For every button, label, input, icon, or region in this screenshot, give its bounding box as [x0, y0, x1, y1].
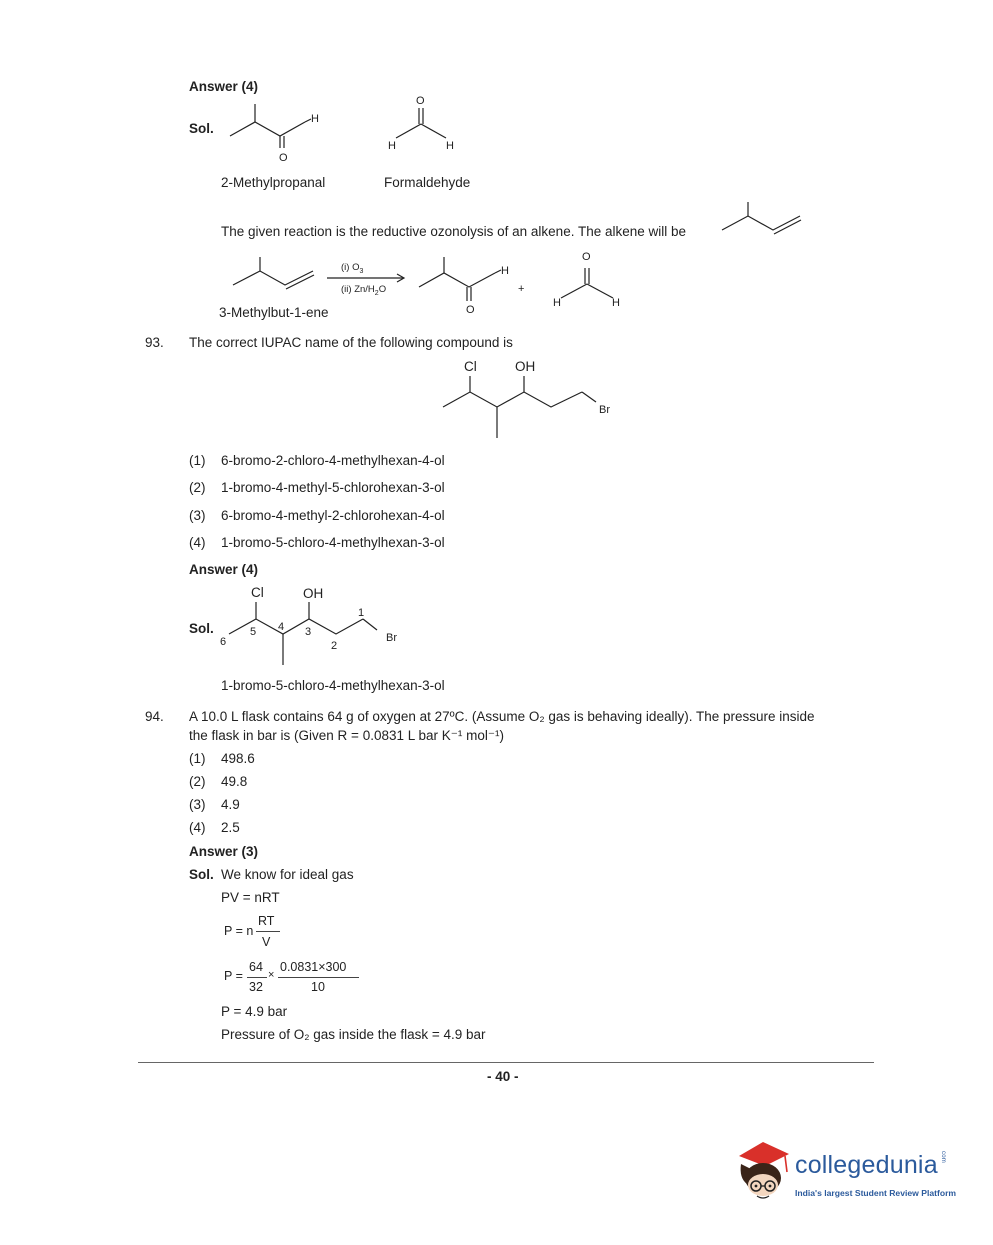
- locant-2: 2: [331, 640, 338, 652]
- footer-divider: [138, 1062, 874, 1063]
- q93-option-3: 6-bromo-4-methyl-2-chlorohexan-4-ol: [221, 508, 445, 523]
- locant-4: 4: [278, 621, 285, 633]
- q93-option-1-num: (1): [189, 453, 206, 468]
- atom-o: O: [416, 95, 425, 107]
- q94-option-1: 498.6: [221, 751, 255, 766]
- name-2-methylpropanal: 2-Methylpropanal: [221, 175, 326, 190]
- locant-6: 6: [220, 636, 227, 648]
- atom-h: H: [388, 140, 396, 152]
- atom-oh: OH: [303, 586, 324, 601]
- fraction-bar: [247, 977, 267, 978]
- q93-result-name: 1-bromo-5-chloro-4-methylhexan-3-ol: [221, 678, 445, 693]
- q93-option-1: 6-bromo-2-chloro-4-methylhexan-4-ol: [221, 453, 445, 468]
- plus-sign: +: [518, 283, 525, 295]
- atom-h: H: [501, 265, 509, 277]
- reagent-zinc: (ii) $Zn/H_2O$: [341, 284, 387, 297]
- logo-tagline: India's largest Student Review Platform: [795, 1188, 957, 1198]
- q94-question-line-1: A 10.0 L flask contains 64 g of oxygen at 27ºC. (Assume O₂ gas is behaving ideally). The pressure inside: [189, 709, 815, 724]
- atom-h: H: [553, 297, 561, 309]
- fraction-bar: [256, 931, 280, 932]
- q94-sol-text: We know for ideal gas: [221, 867, 354, 882]
- q94-option-1-num: (1): [189, 751, 206, 766]
- q94-conclusion: Pressure of O₂ gas inside the flask = 4.9 bar: [221, 1027, 486, 1042]
- q92-explanation: The given reaction is the reductive ozonolysis of an alkene. The alkene will be: [221, 224, 687, 239]
- q94-answer: Answer (3): [189, 844, 259, 859]
- q94-option-4: 2.5: [221, 820, 240, 835]
- q93-number: 93.: [145, 335, 164, 350]
- q92-answer: Answer (4): [189, 79, 259, 94]
- q93-option-4-num: (4): [189, 535, 206, 550]
- page-number: - 40 -: [487, 1069, 519, 1084]
- atom-br: Br: [599, 404, 610, 416]
- q93-option-4: 1-bromo-5-chloro-4-methylhexan-3-ol: [221, 535, 445, 550]
- equation-calc-num-1: 64: [249, 960, 263, 974]
- atom-br: Br: [386, 632, 397, 644]
- q93-option-2-num: (2): [189, 480, 206, 495]
- q94-question-line-2: the flask in bar is (Given R = 0.0831 L bar K⁻¹ mol⁻¹): [189, 728, 505, 743]
- q94-option-3: 4.9: [221, 797, 240, 812]
- q94-option-3-num: (3): [189, 797, 206, 812]
- equation-ideal-gas: PV = nRT: [221, 890, 280, 905]
- atom-cl: Cl: [251, 585, 264, 600]
- atom-o: O: [279, 152, 288, 164]
- q92-sol-label: Sol.: [189, 121, 214, 136]
- name-formaldehyde: Formaldehyde: [384, 175, 471, 190]
- equation-calc-den-1: 32: [249, 980, 263, 994]
- name-3-methylbut-1-ene: 3-Methylbut-1-ene: [219, 305, 329, 320]
- methylbutene-structure: [225, 255, 325, 305]
- equation-calc-num-2: 0.0831×300: [280, 960, 347, 974]
- equation-p-numerator: RT: [258, 914, 275, 928]
- collegedunia-logo: collegedunia com: [795, 1151, 946, 1179]
- atom-o: O: [466, 304, 475, 316]
- times-sign: ×: [268, 969, 275, 981]
- alkene-inline-structure: [718, 200, 808, 245]
- q94-option-2-num: (2): [189, 774, 206, 789]
- equation-p-lhs: P = n: [224, 924, 254, 938]
- locant-1: 1: [358, 607, 365, 619]
- q94-number: 94.: [145, 709, 164, 724]
- q93-sol-label: Sol.: [189, 621, 214, 636]
- equation-result: P = 4.9 bar: [221, 1004, 288, 1019]
- q93-option-3-num: (3): [189, 508, 206, 523]
- collegedunia-mascot-icon: [733, 1138, 793, 1208]
- q94-option-2: 49.8: [221, 774, 248, 789]
- atom-o: O: [582, 251, 591, 263]
- atom-h: H: [311, 113, 319, 125]
- atom-h: H: [446, 140, 454, 152]
- q93-compound-structure: [440, 370, 620, 445]
- q93-answer: Answer (4): [189, 562, 259, 577]
- atom-cl: Cl: [464, 359, 477, 374]
- reaction-arrow: [325, 273, 410, 283]
- q93-option-2: 1-bromo-4-methyl-5-chlorohexan-3-ol: [221, 480, 445, 495]
- q93-question: The correct IUPAC name of the following compound is: [189, 335, 513, 350]
- atom-h: H: [612, 297, 620, 309]
- atom-oh: OH: [515, 359, 536, 374]
- fraction-bar: [278, 977, 359, 978]
- equation-calc-den-2: 10: [311, 980, 325, 994]
- equation-p-denominator: V: [262, 935, 271, 949]
- reagent-ozone: (i) $O_3$: [341, 262, 364, 275]
- q94-sol-label: Sol.: [189, 867, 214, 882]
- locant-5: 5: [250, 626, 257, 638]
- q94-option-4-num: (4): [189, 820, 206, 835]
- equation-calc-lhs: P =: [224, 969, 243, 983]
- locant-3: 3: [305, 626, 312, 638]
